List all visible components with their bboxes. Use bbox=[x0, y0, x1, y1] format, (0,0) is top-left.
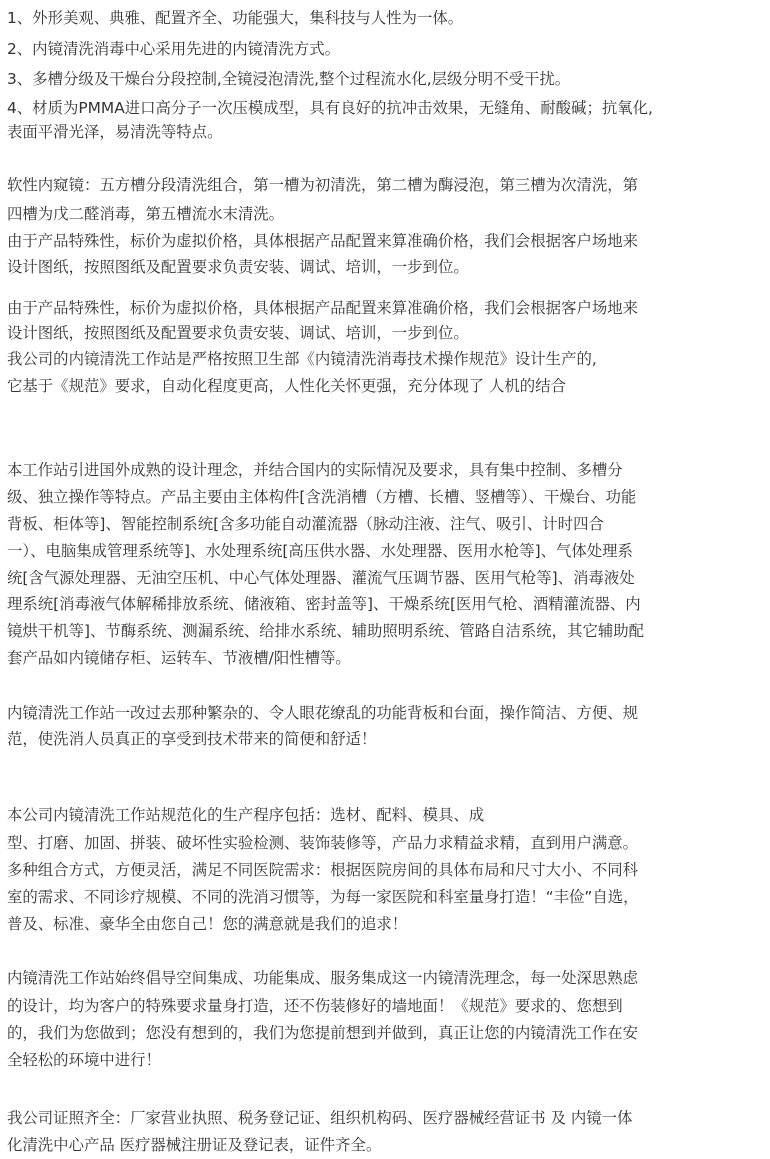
certificates-line-2: 化清洗中心产品 医疗器械注册证及登记表，证件齐全。 bbox=[7, 1136, 382, 1154]
intro-line-8: 套产品如内镜储存柜、运转车、节液槽/阳性槽等。 bbox=[7, 649, 351, 667]
standard-line-2: 它基于《规范》要求，自动化程度更高，人性化关怀更强，充分体现了 人机的结合 bbox=[7, 377, 566, 395]
pricing-line-1: 由于产品特殊性，标价为虚拟价格，具体根据产品配置来算准确价格，我们会根据客户场地来 bbox=[7, 299, 639, 317]
simplicity-line-2: 范，使洗消人员真正的享受到技术带来的简便和舒适！ bbox=[7, 730, 377, 748]
pricing-line-2: 设计图纸，按照图纸及配置要求负责安装、调试、培训，一步到位。 bbox=[7, 324, 469, 342]
intro-line-3: 背板、柜体等]、智能控制系统[含多功能自动灌流器（脉动注液、注气、吸引、计时四合 bbox=[7, 515, 604, 533]
intro-line-6: 理系统[消毒液气体解稀排放系统、储液箱、密封盖等]、干燥系统[医用气枪、酒精灌流器、内 bbox=[7, 595, 641, 613]
feature-item-3: 3、多槽分级及干燥台分段控制,全镜浸泡清洗,整个过程流水化,层级分明不受干扰。 bbox=[7, 70, 571, 88]
standard-line-1: 我公司的内镜清洗工作站是严格按照卫生部《内镜清洗消毒技术操作规范》设计生产的, bbox=[7, 350, 597, 368]
concept-line-2: 的设计，均为客户的特殊要求量身打造，还不伤装修好的墙地面！《规范》要求的、您想到 bbox=[7, 997, 623, 1015]
intro-line-4: 一）、电脑集成管理系统等]、水处理系统[高压供水器、水处理器、医用水枪等]、气体处理系 bbox=[7, 542, 633, 560]
soft-endoscope-line-3: 由于产品特殊性，标价为虚拟价格，具体根据产品配置来算准确价格，我们会根据客户场地来 bbox=[7, 232, 639, 250]
certificates-line-1: 我公司证照齐全：厂家营业执照、税务登记证、组织机构码、医疗器械经营证书 及 内镜一体 bbox=[7, 1109, 633, 1127]
feature-item-1: 1、外形美观、典雅、配置齐全、功能强大，集科技与人性为一体。 bbox=[7, 9, 464, 27]
intro-line-1: 本工作站引进国外成熟的设计理念，并结合国内的实际情况及要求，具有集中控制、多槽分 bbox=[7, 461, 623, 479]
soft-endoscope-line-1: 软性内窥镜：五方槽分段清洗组合，第一槽为初清洗，第二槽为酶浸泡，第三槽为次清洗，第 bbox=[7, 176, 639, 194]
production-line-3: 多种组合方式，方便灵活，满足不同医院需求：根据医院房间的具体布局和尺寸大小、不同科 bbox=[7, 861, 639, 879]
concept-line-1: 内镜清洗工作站始终倡导空间集成、功能集成、服务集成这一内镜清洗理念，每一处深思熟虑 bbox=[7, 969, 639, 987]
feature-item-4: 4、材质为PMMA进口高分子一次压模成型，具有良好的抗冲击效果，无缝角、耐酸碱；抗氧化, bbox=[7, 99, 653, 117]
production-line-5: 普及、标准、豪华全由您自己！您的满意就是我们的追求！ bbox=[7, 915, 408, 933]
production-line-1: 本公司内镜清洗工作站规范化的生产程序包括：选材、配料、模具、成 bbox=[7, 806, 485, 824]
simplicity-line-1: 内镜清洗工作站一改过去那种繁杂的、令人眼花缭乱的功能背板和台面，操作简洁、方便、规 bbox=[7, 704, 639, 722]
production-line-2: 型、打磨、加固、拼装、破坏性实验检测、装饰装修等，产品力求精益求精，直到用户满意。 bbox=[7, 834, 639, 852]
soft-endoscope-line-4: 设计图纸，按照图纸及配置要求负责安装、调试、培训，一步到位。 bbox=[7, 258, 469, 276]
feature-item-2: 2、内镜清洗消毒中心采用先进的内镜清洗方式。 bbox=[7, 40, 340, 58]
concept-line-4: 全轻松的环境中进行！ bbox=[7, 1051, 161, 1069]
intro-line-2: 级、独立操作等特点。产品主要由主体构件[含洗消槽（方槽、长槽、竖槽等）、干燥台、功能 bbox=[7, 488, 637, 506]
intro-line-5: 统[含气源处理器、无油空压机、中心气体处理器、灌流气压调节器、医用气枪等]、消毒液处 bbox=[7, 569, 635, 587]
concept-line-3: 的，我们为您做到；您没有想到的，我们为您提前想到并做到，真正让您的内镜清洗工作在安 bbox=[7, 1024, 639, 1042]
production-line-4: 室的需求、不同诊疗规模、不同的洗消习惯等，为每一家医院和科室量身打造！“丰俭”自选， bbox=[7, 888, 639, 906]
feature-item-4-cont: 表面平滑光泽，易清洗等特点。 bbox=[7, 123, 223, 141]
soft-endoscope-line-2: 四槽为戊二醛消毒，第五槽流水末清洗。 bbox=[7, 205, 285, 223]
intro-line-7: 镜烘干机等]、节酶系统、测漏系统、给排水系统、辅助照明系统、管路自洁系统，其它辅助配 bbox=[7, 622, 645, 640]
